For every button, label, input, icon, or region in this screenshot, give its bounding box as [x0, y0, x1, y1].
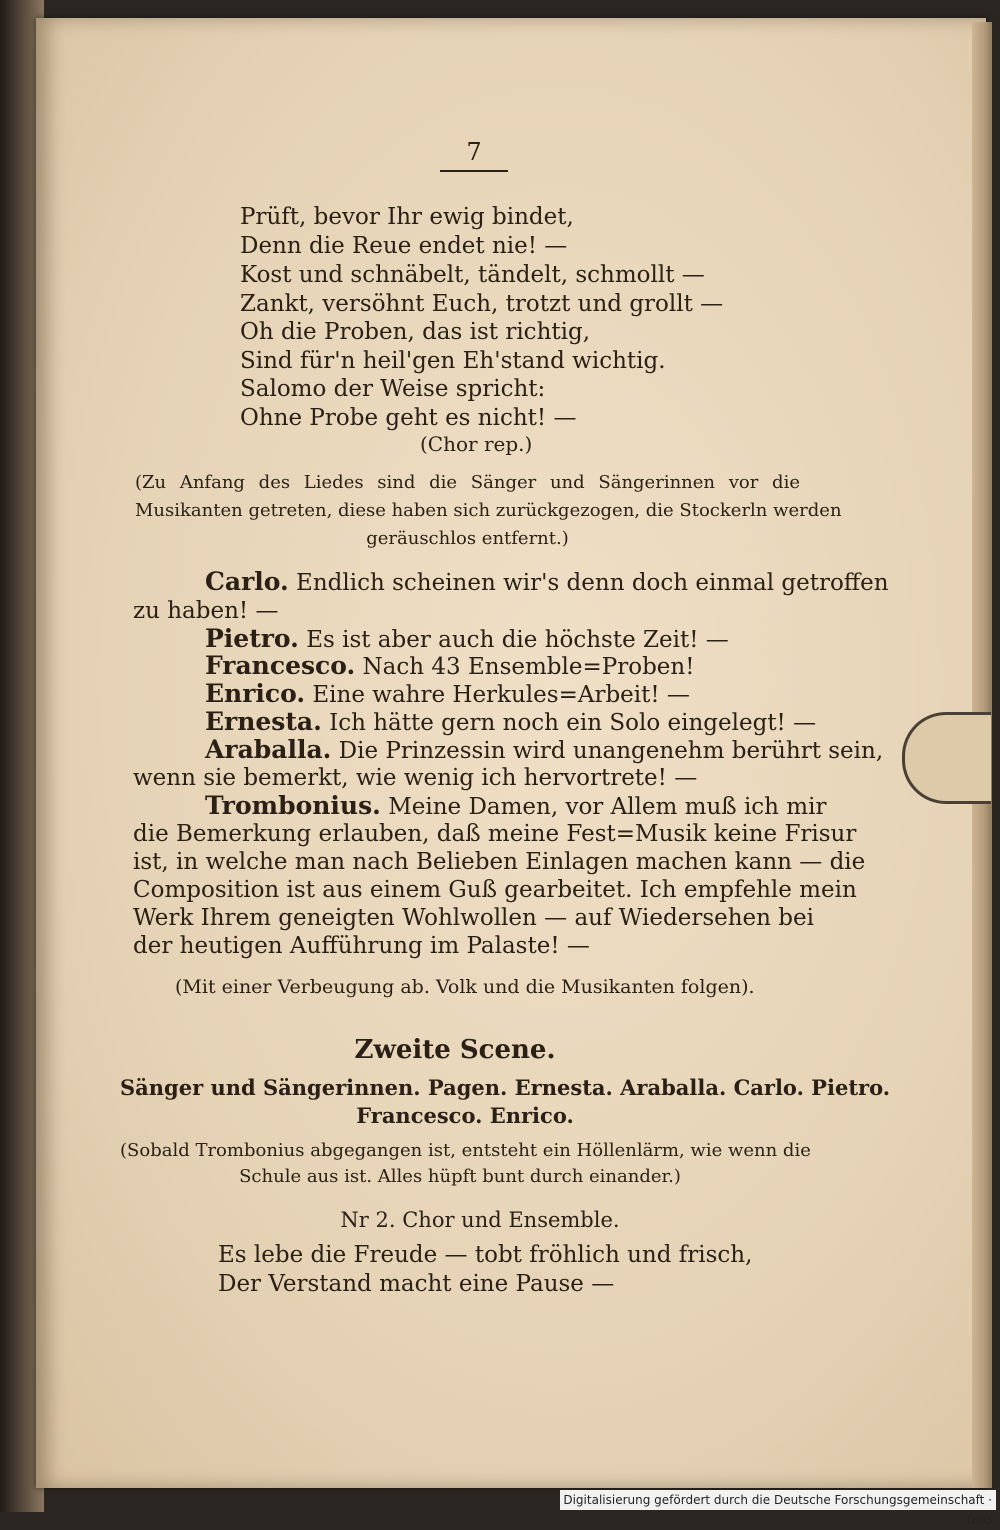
speech-text: Endlich scheinen wir's denn doch einmal getroffen [296, 570, 889, 596]
dialogue-cont: die Bemerkung erlauben, daß meine Fest=Musik keine Frisur [133, 821, 857, 847]
dialogue-line [205, 625, 729, 654]
dialogue-line [205, 736, 883, 765]
stage-direction: (Sobald Trombonius abgegangen ist, entsteht ein Höllenlärm, wie wenn die [120, 1140, 811, 1161]
dialogue-cont: wenn sie bemerkt, wie wenig ich hervortrete! — [133, 765, 698, 791]
dialogue-cont: zu haben! — [133, 598, 279, 624]
chor-rep: (Chor rep.) [420, 432, 533, 456]
dialogue-cont: ist, in welche man nach Belieben Einlagen machen kann — die [133, 849, 866, 875]
character-list: Sänger und Sängerinnen. Pagen. Ernesta. Araballa. Carlo. Pietro. [120, 1075, 891, 1100]
stage-direction: Musikanten getreten, diese haben sich zurückgezogen, die Stockerln werden [135, 500, 842, 521]
stage-direction: (Mit einer Verbeugung ab. Volk und die Musikanten folgen). [175, 976, 755, 998]
verse-line: Denn die Reue endet nie! — [240, 233, 568, 259]
speech-text: Eine wahre Herkules=Arbeit! — [312, 682, 690, 708]
stage-direction: Schule aus ist. Alles hüpft bunt durch einander.) [239, 1166, 681, 1187]
scene-heading: Zweite Scene. [354, 1035, 556, 1065]
speaker-name: Trombonius. [205, 791, 381, 820]
dialogue-cont: Composition ist aus einem Guß gearbeitet. Ich empfehle mein [133, 877, 857, 903]
speech-text: Nach 43 Ensemble=Proben! [362, 654, 695, 680]
speech-text: Es ist aber auch die höchste Zeit! — [306, 627, 729, 653]
verse-line: Der Verstand macht eine Pause — [218, 1271, 615, 1297]
speech-text: Meine Damen, vor Allem muß ich mir [388, 794, 827, 820]
speaker-name: Enrico. [205, 679, 306, 708]
verse-line: Sind für'n heil'gen Eh'stand wichtig. [240, 348, 666, 374]
speaker-name: Pietro. [205, 624, 299, 653]
dialogue-line [205, 652, 694, 681]
verse-line: Prüft, bevor Ihr ewig bindet, [240, 204, 574, 230]
speaker-name: Araballa. [205, 735, 332, 764]
dialogue-line [205, 567, 889, 597]
speech-text: Ich hätte gern noch ein Solo eingelegt! — [329, 710, 817, 736]
digitization-footer: Digitalisierung gefördert durch die Deutsche Forschungsgemeinschaft · DFG [560, 1490, 996, 1510]
verse-line: Ohne Probe geht es nicht! — [240, 405, 577, 431]
dialogue-line [205, 708, 816, 737]
number-heading: Nr 2. Chor und Ensemble. [340, 1208, 620, 1232]
dialogue-line [205, 680, 690, 709]
speaker-name: Carlo. [205, 567, 289, 596]
speaker-name: Francesco. [205, 651, 356, 680]
dialogue-cont: Werk Ihrem geneigten Wohlwollen — auf Wiedersehen bei [133, 905, 814, 931]
dialogue-cont: der heutigen Aufführung im Palaste! — [133, 933, 590, 959]
page-number: 7 [440, 138, 508, 172]
speech-text: Die Prinzessin wird unangenehm berührt sein, [338, 738, 884, 764]
verse-line: Salomo der Weise spricht: [240, 376, 546, 402]
dialogue-line [205, 792, 826, 821]
character-list: Francesco. Enrico. [356, 1103, 574, 1128]
verse-line: Zankt, versöhnt Euch, trotzt und grollt — [240, 291, 724, 317]
verse-line: Es lebe die Freude — tobt fröhlich und frisch, [218, 1242, 753, 1268]
speaker-name: Ernesta. [205, 707, 322, 736]
verse-line: Kost und schnäbelt, tändelt, schmollt — [240, 262, 705, 288]
stage-direction: (Zu Anfang des Liedes sind die Sänger und Sängerinnen vor die [135, 472, 800, 493]
verse-line: Oh die Proben, das ist richtig, [240, 319, 591, 345]
stage-direction: geräuschlos entfernt.) [366, 528, 569, 549]
